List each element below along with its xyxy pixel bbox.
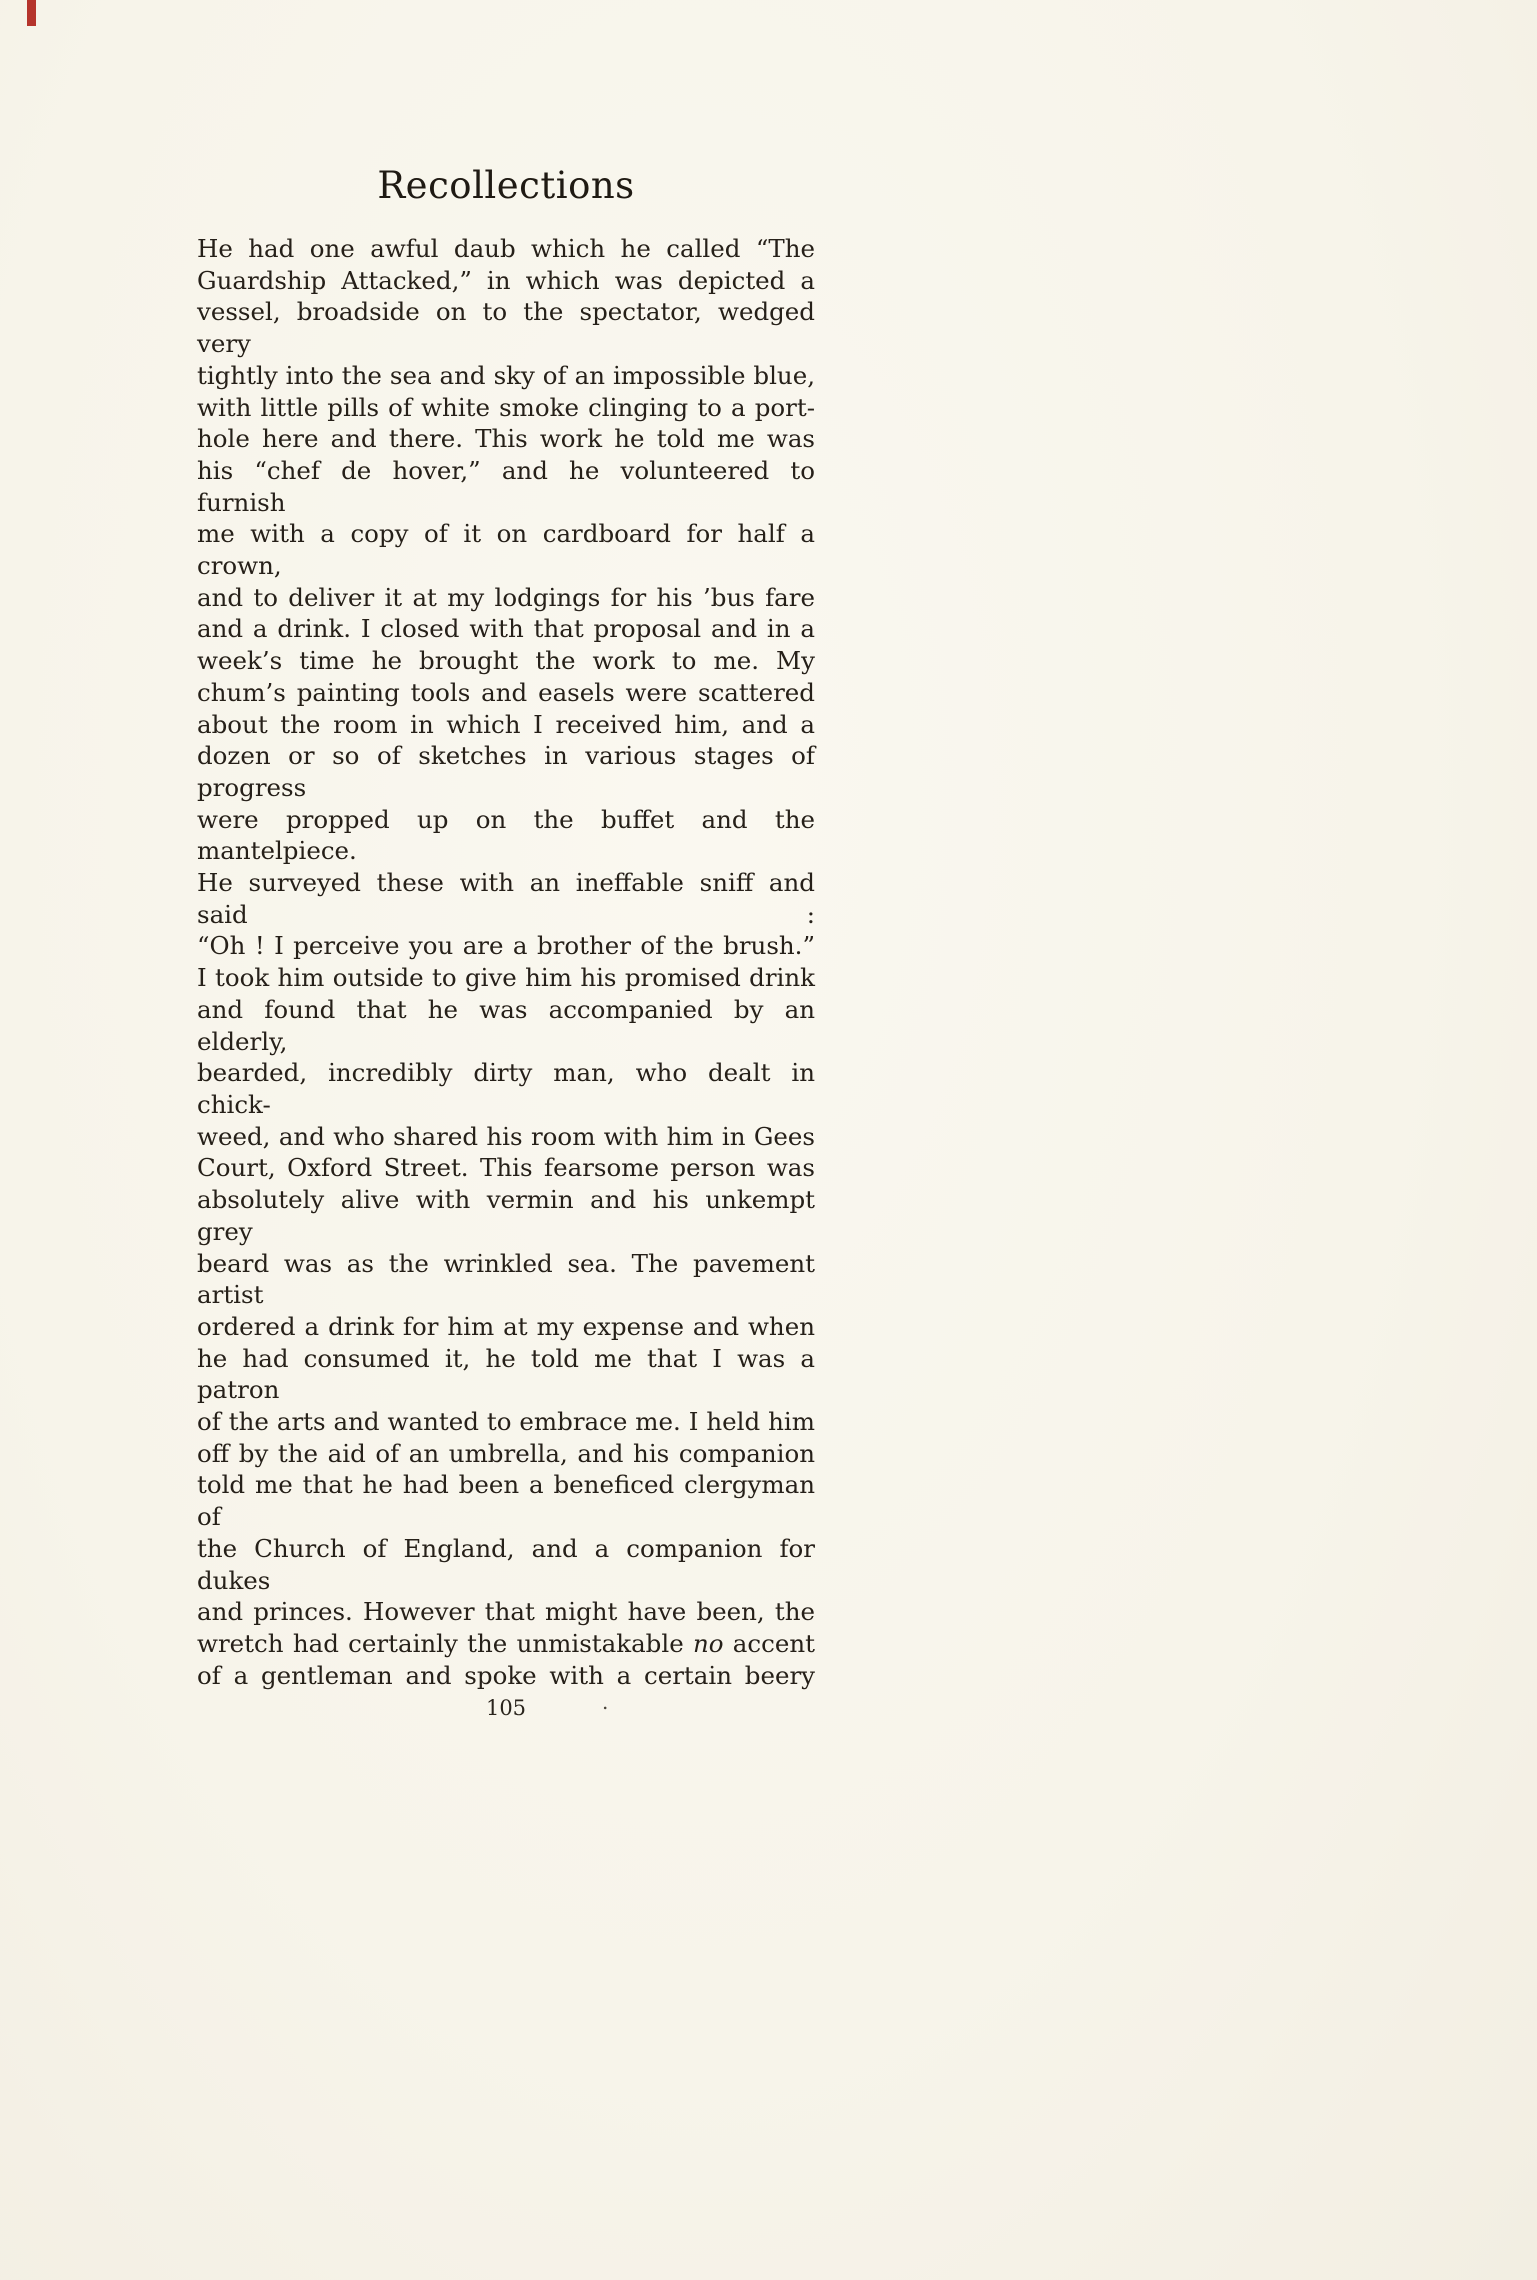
- body-text: [197, 233, 815, 1691]
- text-line: and princes. However that might have been, the: [197, 1597, 815, 1627]
- text-line: about the room in which I received him, and a: [197, 709, 815, 739]
- text-line: tightly into the sea and sky of an impossible blue,: [197, 360, 815, 390]
- text-line: He surveyed these with an ineffable sniff and said :: [197, 868, 815, 929]
- text-line: Guardship Attacked,” in which was depicted a: [197, 265, 815, 295]
- page-title: Recollections: [377, 164, 635, 207]
- text-line: ordered a drink for him at my expense and when: [197, 1311, 815, 1341]
- text-line: of a gentleman and spoke with a certain beery: [197, 1660, 815, 1690]
- page-footer: [197, 1690, 815, 1721]
- text-line: He had one awful daub which he called “The: [197, 234, 815, 263]
- text-line: and to deliver it at my lodgings for his ’bus fare: [197, 582, 815, 612]
- red-edge-mark: [27, 0, 36, 26]
- text-line: chum’s painting tools and easels were scattered: [197, 677, 815, 707]
- text-line: were propped up on the buffet and the mantelpiece.: [197, 804, 815, 866]
- text-line: the Church of England, and a companion for dukes: [197, 1533, 815, 1595]
- text-line: absolutely alive with vermin and his unkempt grey: [197, 1185, 815, 1246]
- text-line: me with a copy of it on cardboard for half a crown,: [197, 519, 815, 581]
- text-line: vessel, broadside on to the spectator, wedged very: [197, 297, 815, 359]
- text-line: wretch had certainly the unmistakable no accent: [197, 1628, 815, 1658]
- page-content: [197, 166, 815, 1720]
- page-number: 105: [485, 1696, 527, 1721]
- text-line: hole here and there. This work he told me was: [197, 424, 815, 454]
- text-line: weed, and who shared his room with him in Gees: [197, 1121, 815, 1151]
- text-line: I took him outside to give him his promised drink: [197, 963, 815, 993]
- text-line: told me that he had been a beneficed clergyman of: [197, 1470, 815, 1532]
- text-line: “Oh ! I perceive you are a brother of the brush.”: [197, 931, 815, 961]
- text-line: his “chef de hover,” and he volunteered to furnish: [197, 455, 815, 517]
- text-line: dozen or so of sketches in various stages of progress: [197, 741, 815, 802]
- text-line: off by the aid of an umbrella, and his companion: [197, 1438, 815, 1468]
- text-line: with little pills of white smoke clinging to a port-: [197, 392, 815, 422]
- text-line: he had consumed it, he told me that I was a patron: [197, 1343, 815, 1405]
- text-line: week’s time he brought the work to me. My: [197, 646, 815, 676]
- scan-artifact-dot: .: [602, 1690, 609, 1715]
- text-line: bearded, incredibly dirty man, who dealt in chick-: [197, 1058, 815, 1119]
- text-line: beard was as the wrinkled sea. The pavement artist: [197, 1248, 815, 1310]
- text-line: and found that he was accompanied by an elderly,: [197, 994, 815, 1056]
- text-line: of the arts and wanted to embrace me. I held him: [197, 1407, 815, 1437]
- text-line: and a drink. I closed with that proposal and in a: [197, 614, 815, 644]
- text-line: Court, Oxford Street. This fearsome person was: [197, 1153, 815, 1183]
